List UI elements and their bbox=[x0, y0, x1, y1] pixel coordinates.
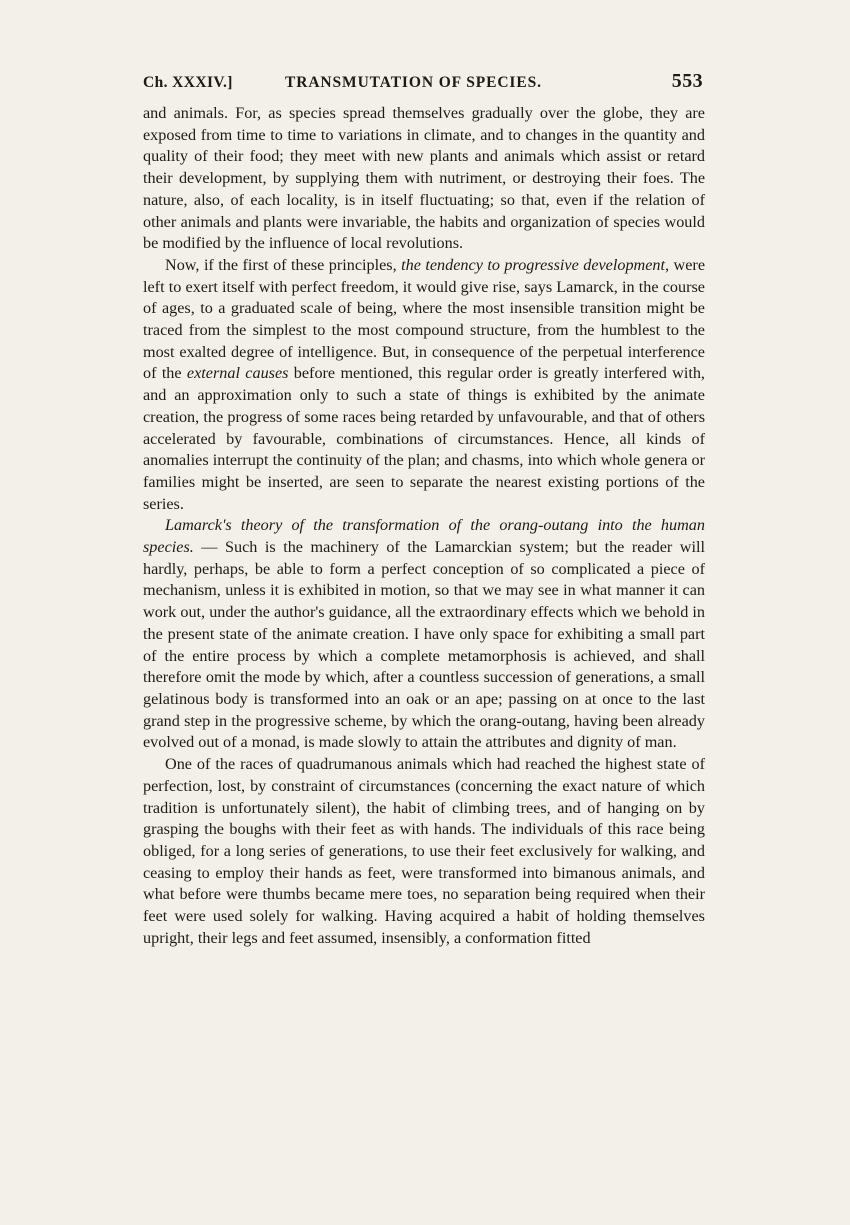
running-head bbox=[143, 70, 705, 98]
paragraph-2-text-3: before mentioned, this regular order is greatly interfered with, and an approximation only to such a state of things is exhibited by the animate creation, the progress of some races being retarded by unfavourable, and that of others accelerated by favourable, combinations of circumstances. Hence, all kinds of anomalies interrupt the continuity of the plan; and chasms, into which whole genera or families might be inserted, are seen to separate the nearest existing portions of the series. bbox=[143, 364, 705, 513]
paragraph-2-text-2: were left to exert itself with perfect freedom, it would give rise, says Lamarck, in the course of ages, to a graduated scale of being, where the most insensible transition might be traced from the simplest to the most compound structure, from the humblest to the most exalted degree of intelligence. But, in consequence of the perpetual interference of the bbox=[143, 255, 705, 383]
paragraph-1 bbox=[143, 103, 705, 255]
section-heading-lamarck-theory: Lamarck's theory of the transformation of the orang-outang into the human species. bbox=[143, 516, 705, 557]
body-text bbox=[143, 103, 705, 949]
paragraph-4-text: One of the races of quadrumanous animals which had reached the highest state of perfection, lost, by constraint of circumstances (concerning the exact nature of which tradition is unfortunately silent), the habit of climbing trees, and of hanging on by grasping the boughs with their feet as with hands. The individuals of this race being obliged, for a long series of generations, to use their feet exclusively for walking, and ceasing to employ their hands as feet, were transformed into bimanous animals, and what before were thumbs became mere toes, no separation being required when their feet were used solely for walking. Having acquired a habit of holding themselves upright, their legs and feet assumed, insensibly, a conformation fitted bbox=[143, 755, 705, 947]
paragraph-3 bbox=[143, 515, 705, 754]
running-title: TRANSMUTATION OF SPECIES. bbox=[285, 74, 542, 91]
paragraph-1-text: and animals. For, as species spread themselves gradually over the globe, they are exposed from time to time to variations in climate, and to changes in the quantity and quality of their food; they meet with new plants and animals which assist or retard their development, by supplying them with nutriment, or destroying their foes. The nature, also, of each locality, is in itself fluctuating; so that, even if the relation of other animals and plants were invariable, the habits and organization of species would be modified by the influence of local revolutions. bbox=[143, 104, 705, 253]
chapter-marker: Ch. XXXIV.] bbox=[143, 74, 233, 91]
italic-tendency-to-progressive-development: the tendency to progressive development, bbox=[401, 255, 670, 274]
paragraph-4 bbox=[143, 754, 705, 949]
paragraph-3-text: — Such is the machinery of the Lamarckian system; but the reader will hardly, perhaps, be able to form a perfect conception of so complicated a piece of mechanism, unless it is exhibited in motion, so that we may see in what manner it can work out, under the author's guidance, all the extraordinary effects which we behold in the present state of the animate creation. I have only space for exhibiting a small part of the entire process by which a complete metamorphosis is achieved, and shall therefore omit the mode by which, after a countless succession of generations, a small gelatinous body is transformed into an oak or an ape; passing on at once to the last grand step in the progressive scheme, by which the orang-outang, having been already evolved out of a monad, is made slowly to attain the attributes and dignity of man. bbox=[143, 538, 705, 752]
paragraph-2-text-1: Now, if the first of these principles, bbox=[165, 255, 402, 274]
book-page bbox=[143, 70, 705, 949]
paragraph-2 bbox=[143, 255, 705, 515]
italic-external-causes: external causes bbox=[186, 364, 289, 383]
page-number: 553 bbox=[671, 70, 703, 92]
